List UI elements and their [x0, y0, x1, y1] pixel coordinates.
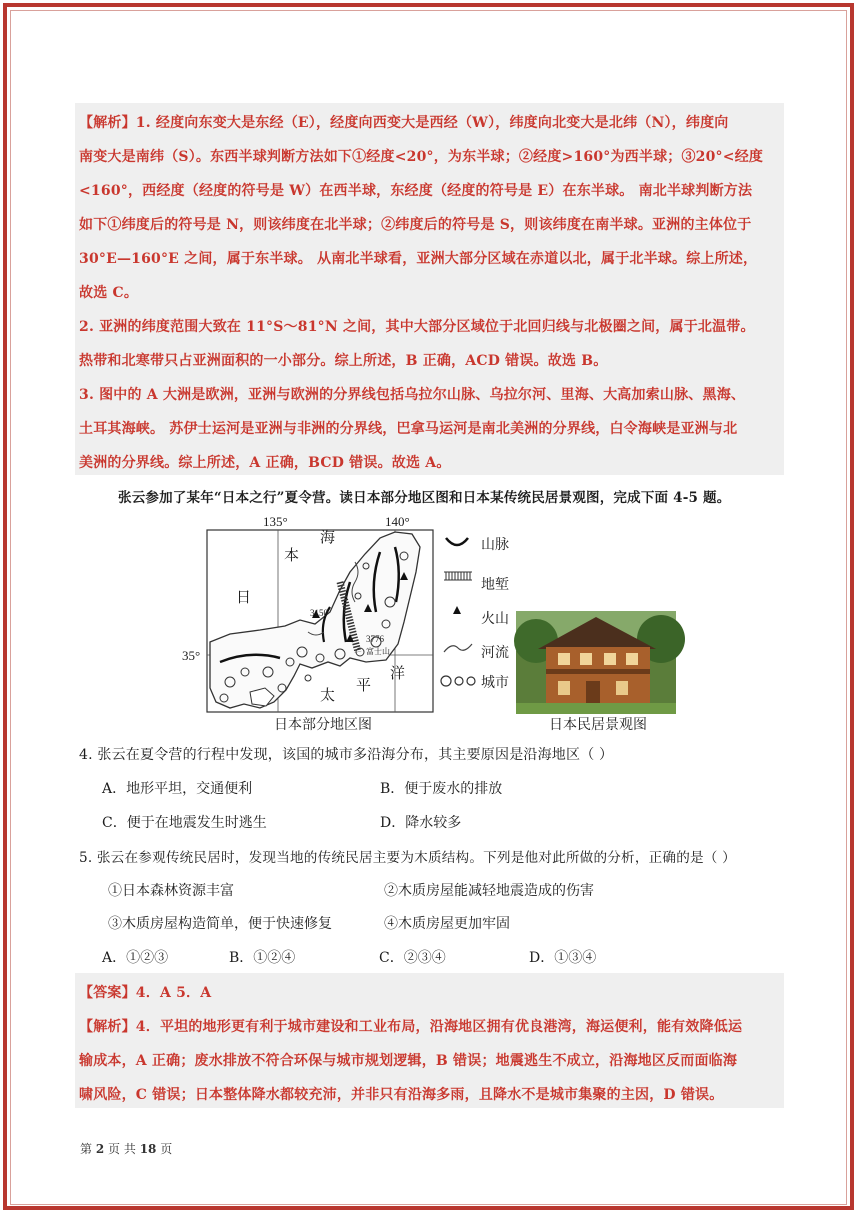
q5-item-3: ③木质房屋构造简单，便于快速修复	[108, 916, 332, 932]
map-label-ben: 本	[284, 546, 300, 564]
legend-city: 城市	[481, 675, 509, 691]
map-caption: 日本部分地区图	[274, 717, 372, 733]
analysis1-line: 如下①纬度后的符号是 N，则该纬度在北半球；②纬度后的符号是 S，则该纬度在南半球。亚洲的主体位于	[79, 217, 752, 233]
q5-item-4: ④木质房屋更加牢固	[384, 916, 510, 932]
analysis2-line: 输成本，A 正确；废水排放不符合环保与城市规划逻辑，B 错误；地震逃生不成立，沿海地区反而面临海	[79, 1053, 738, 1069]
map-peak-1: 3150	[310, 608, 328, 618]
map-label-tai: 太	[320, 686, 336, 704]
q4-stem: 4. 张云在夏令营的行程中发现，该国的城市多沿海分布，其主要原因是沿海地区（ ）	[79, 747, 614, 763]
map-lon1: 135°	[263, 514, 288, 529]
footer-total: 18	[139, 1142, 157, 1156]
q5-item-1: ①日本森林资源丰富	[108, 883, 234, 899]
river-symbol-icon	[444, 644, 472, 652]
japan-map	[182, 512, 450, 732]
analysis2-line: 【解析】4．平坦的地形更有利于城市建设和工业布局，沿海地区拥有优良港湾，海运便利，能有效降低运	[79, 1019, 743, 1035]
analysis1-line: 【解析】1. 经度向东变大是东经（E），经度向西变大是西经（W），纬度向北变大是北纬（N），纬度向	[79, 115, 729, 131]
analysis1-line: 30°E—160°E 之间，属于东半球。 从南北半球看，亚洲大部分区域在赤道以北，属于北半球。综上所述，	[79, 251, 758, 267]
map-label-ri: 日	[236, 588, 252, 606]
page-footer	[80, 1140, 172, 1157]
house-photo	[516, 611, 676, 714]
q5-item-2: ②木质房屋能减轻地震造成的伤害	[384, 883, 594, 899]
q5-option-a: A．①②③	[102, 950, 169, 966]
map-legend-symbols	[440, 530, 480, 690]
analysis2-line: 啸风险，C 错误；日本整体降水都较充沛，并非只有沿海多雨，且降水不是城市集聚的主因，D 错误。	[79, 1087, 724, 1103]
legend-mountain: 山脉	[481, 537, 509, 553]
map-lat: 35°	[182, 648, 201, 663]
analysis1-line: 热带和北寒带只占亚洲面积的一小部分。综上所述，B 正确，ACD 错误。故选 B。	[79, 353, 608, 369]
analysis1-line: 土耳其海峡。 苏伊士运河是亚洲与非洲的分界线，巴拿马运河是南北美洲的分界线，白令海峡是亚洲与北	[79, 421, 738, 437]
map-label-yang: 洋	[390, 664, 406, 682]
city-symbol-icon	[441, 676, 475, 686]
q4-option-d: D．降水较多	[380, 815, 462, 831]
legend-volcano: 火山	[481, 611, 509, 627]
analysis1-line: 故选 C。	[79, 285, 139, 301]
map-peak-2: 3776	[366, 634, 384, 644]
map-label-ping: 平	[356, 676, 372, 694]
map-label-hai: 海	[320, 528, 336, 546]
q4-option-a: A．地形平坦，交通便利	[102, 781, 253, 797]
map-lon2: 140°	[385, 514, 410, 529]
analysis1-line: 美洲的分界线。综上所述，A 正确，BCD 错误。故选 A。	[79, 455, 451, 471]
footer-mid: 页 共	[108, 1142, 136, 1156]
q5-stem: 5. 张云在参观传统民居时，发现当地的传统民居主要为木质结构。下列是他对此所做的分析，正确的是（ ）	[79, 850, 736, 866]
q5-option-c: C．②③④	[379, 950, 446, 966]
footer-pre: 第	[80, 1142, 93, 1156]
graben-symbol-icon	[444, 572, 472, 580]
legend-river: 河流	[481, 645, 509, 661]
mountain-symbol-icon	[446, 538, 468, 545]
question-lead: 张云参加了某年“日本之行”夏令营。读日本部分地区图和日本某传统民居景观图，完成下面 4-5 题。	[118, 490, 731, 506]
map-peak-2-name: 富士山	[366, 647, 390, 656]
legend-graben: 地堑	[481, 577, 509, 593]
footer-post: 页	[160, 1142, 173, 1156]
analysis1-line: 南变大是南纬（S）。东西半球判断方法如下①经度<20°，为东半球；②经度>160°为西半球；③20°<经度	[79, 149, 764, 165]
analysis1-line: 3. 图中的 A 大洲是欧洲，亚洲与欧洲的分界线包括乌拉尔山脉、乌拉尔河、里海、大高加索山脉、黑海、	[79, 387, 746, 403]
volcano-symbol-icon	[453, 606, 461, 614]
analysis1-line: <160°，西经度（经度的符号是 W）在西半球，东经度（经度的符号是 E）在东半球。 南北半球判断方法	[79, 183, 753, 199]
analysis1-line: 2. 亚洲的纬度范围大致在 11°S～81°N 之间，其中大部分区域位于北回归线与北极圈之间，属于北温带。	[79, 319, 755, 335]
q5-option-b: B．①②④	[229, 950, 296, 966]
photo-caption: 日本民居景观图	[549, 717, 647, 733]
q4-option-c: C．便于在地震发生时逃生	[102, 815, 267, 831]
q4-option-b: B．便于废水的排放	[380, 781, 503, 797]
answer-line: 【答案】4．A 5．A	[79, 985, 212, 1001]
footer-page: 2	[95, 1142, 105, 1156]
q5-option-d: D．①③④	[529, 950, 597, 966]
